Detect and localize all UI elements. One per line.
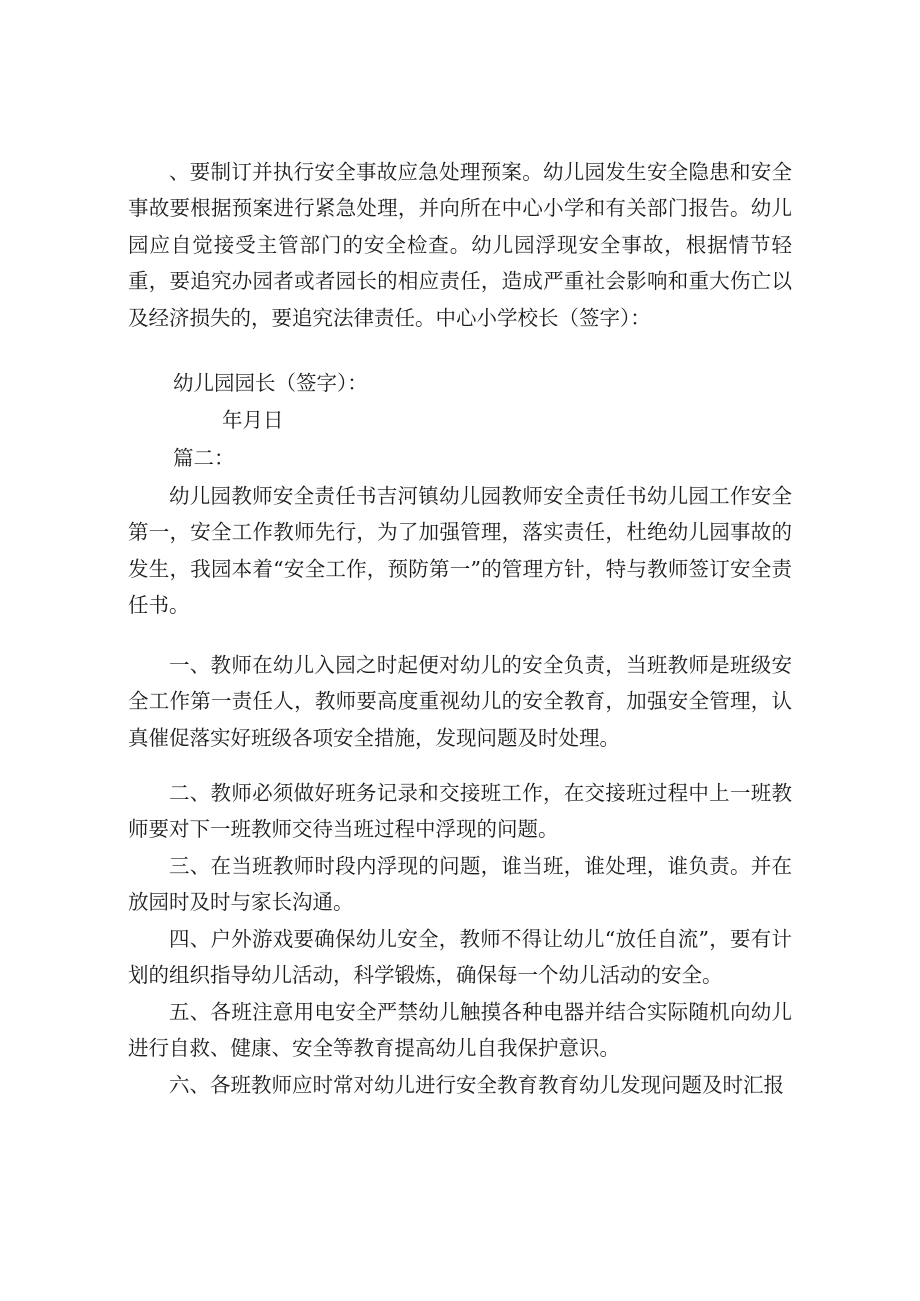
paragraph-item-one: 一、教师在幼儿入园之时起便对幼儿的安全负责，当班教师是班级安全工作第一责任人，教师要高度重视幼儿的安全教育，加强安全管理，认真催促落实好班级各项安全措施，发现问题及时处理。 <box>128 653 792 750</box>
paragraph-item-six: 六、各班教师应时常对幼儿进行安全教育教育幼儿发现问题及时汇报 <box>169 1073 784 1097</box>
paragraph-item-four: 四、户外游戏要确保幼儿安全，教师不得让幼儿“放任自流”，要有计划的组织指导幼儿活动，科学锻炼，确保每一个幼儿活动的安全。 <box>128 927 792 988</box>
section-heading-part-two: 篇二： <box>173 446 235 470</box>
paragraph-item-two: 二、教师必须做好班务记录和交接班工作，在交接班过程中上一班教师要对下一班教师交待当班过程中浮现的问题。 <box>128 781 792 842</box>
signature-line-principal: 幼儿园园长（签字）： <box>173 371 368 395</box>
paragraph-item-three: 三、在当班教师时段内浮现的问题，谁当班，谁处理，谁负责。并在放园时及时与家长沟通。 <box>128 854 792 915</box>
paragraph-emergency-plan: 、要制订并执行安全事故应急处理预案。幼儿园发生安全隐患和安全事故要根据预案进行紧急处理，并向所在中心小学和有关部门报告。幼儿园应自觉接受主管部门的安全检查。幼儿园浮现安全事故，根据情节轻重，要追究办园者或者园长的相应责任，造成严重社会影响和重大伤亡以及经济损失的，要追究法律责任。中心小学校长（签字）： <box>128 160 792 330</box>
paragraph-intro-responsibility: 幼儿园教师安全责任书吉河镇幼儿园教师安全责任书幼儿园工作安全第一，安全工作教师先行，为了加强管理，落实责任，杜绝幼儿园事故的发生，我园本着“安全工作，预防第一”的管理方针，特与教师签订安全责任书。 <box>128 484 792 618</box>
date-line: 年月日 <box>222 408 284 432</box>
paragraph-item-five: 五、各班注意用电安全严禁幼儿触摸各种电器并结合实际随机向幼儿进行自救、健康、安全等教育提高幼儿自我保护意识。 <box>128 1000 792 1061</box>
